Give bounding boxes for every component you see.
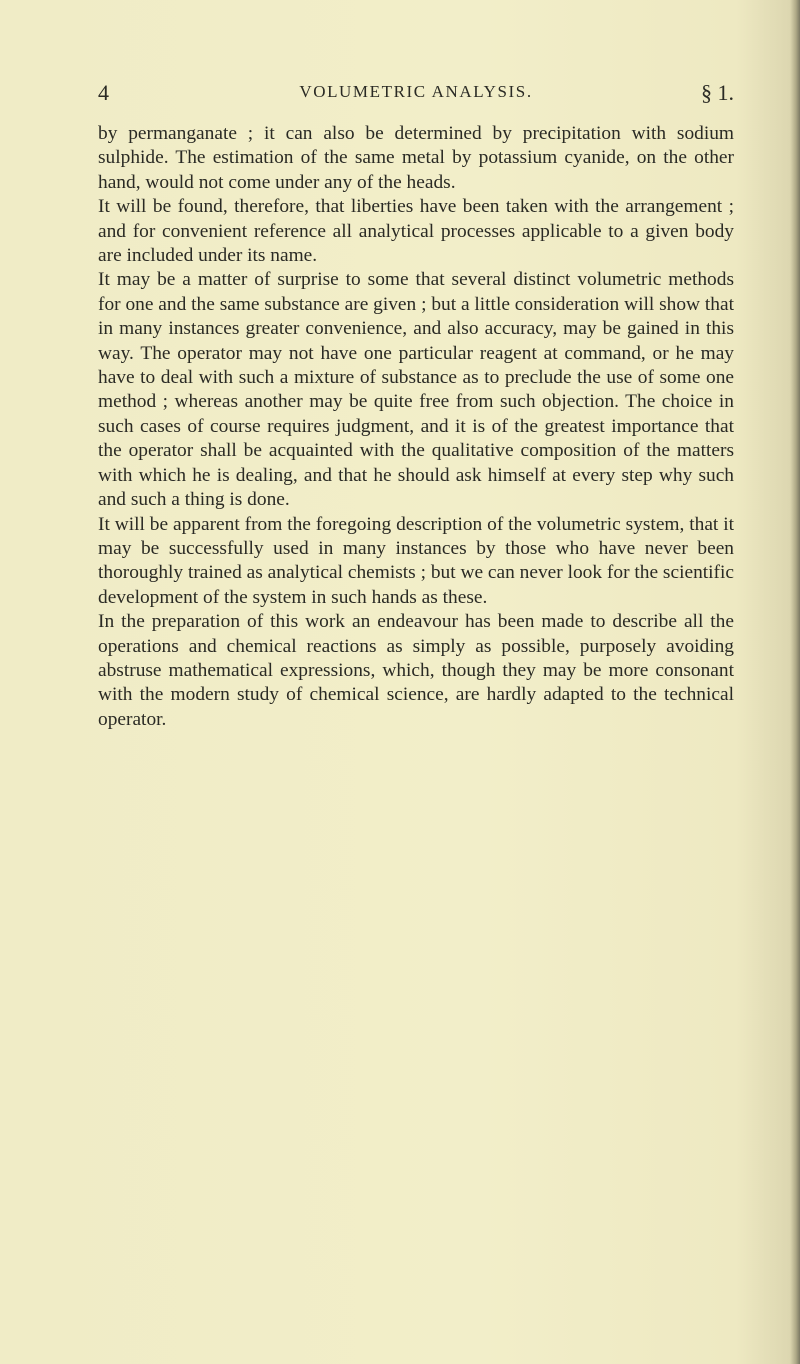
paragraph: It may be a matter of surprise to some that several distinct volumetric methods for one and the same substance are given ; but a little consideration will show that in many instances greater convenience, and also accuracy, may be gained in this way. The operator may not have one particular reagent at command, or he may have to deal with such a mixture of substance as to preclude the use of some one method ; whereas another may be quite free from such objection. The choice in such cases of course requires judgment, and it is of the greatest importance that the operator shall be acquainted with the qualitative composition of the matters with which he is dealing, and that he should ask himself at every step why such and such a thing is done. xyxy=(98,269,734,511)
running-title: VOLUMETRIC ANALYSIS. xyxy=(299,82,533,101)
paragraph: It will be apparent from the foregoing description of the volumetric system, that it may be successfully used in many instances by those who have never been thoroughly trained as analytical chemists ; but we can never look for the scientific development of the system in such hands as these. xyxy=(98,513,734,608)
page-header xyxy=(98,76,734,110)
page-edge-shadow xyxy=(790,0,800,1364)
paragraph: It will be found, therefore, that liberties have been taken with the arrangement ; and for convenient reference all analytical processes applicable to a given body are included under its name. xyxy=(98,196,734,267)
section-number: § 1. xyxy=(701,80,734,105)
page-number: 4 xyxy=(98,80,109,105)
body-text xyxy=(98,122,734,732)
paragraph: by permanganate ; it can also be determined by precipitation with sodium sulphide. The estimation of the same metal by potassium cyanide, on the other hand, would not come under any of the heads. xyxy=(98,123,734,193)
paragraph: In the preparation of this work an endeavour has been made to describe all the operations and chemical reactions as simply as possible, purposely avoiding abstruse mathematical expressions, which, though they may be more consonant with the modern study of chemical science, are hardly adapted to the technical operator. xyxy=(98,611,734,730)
